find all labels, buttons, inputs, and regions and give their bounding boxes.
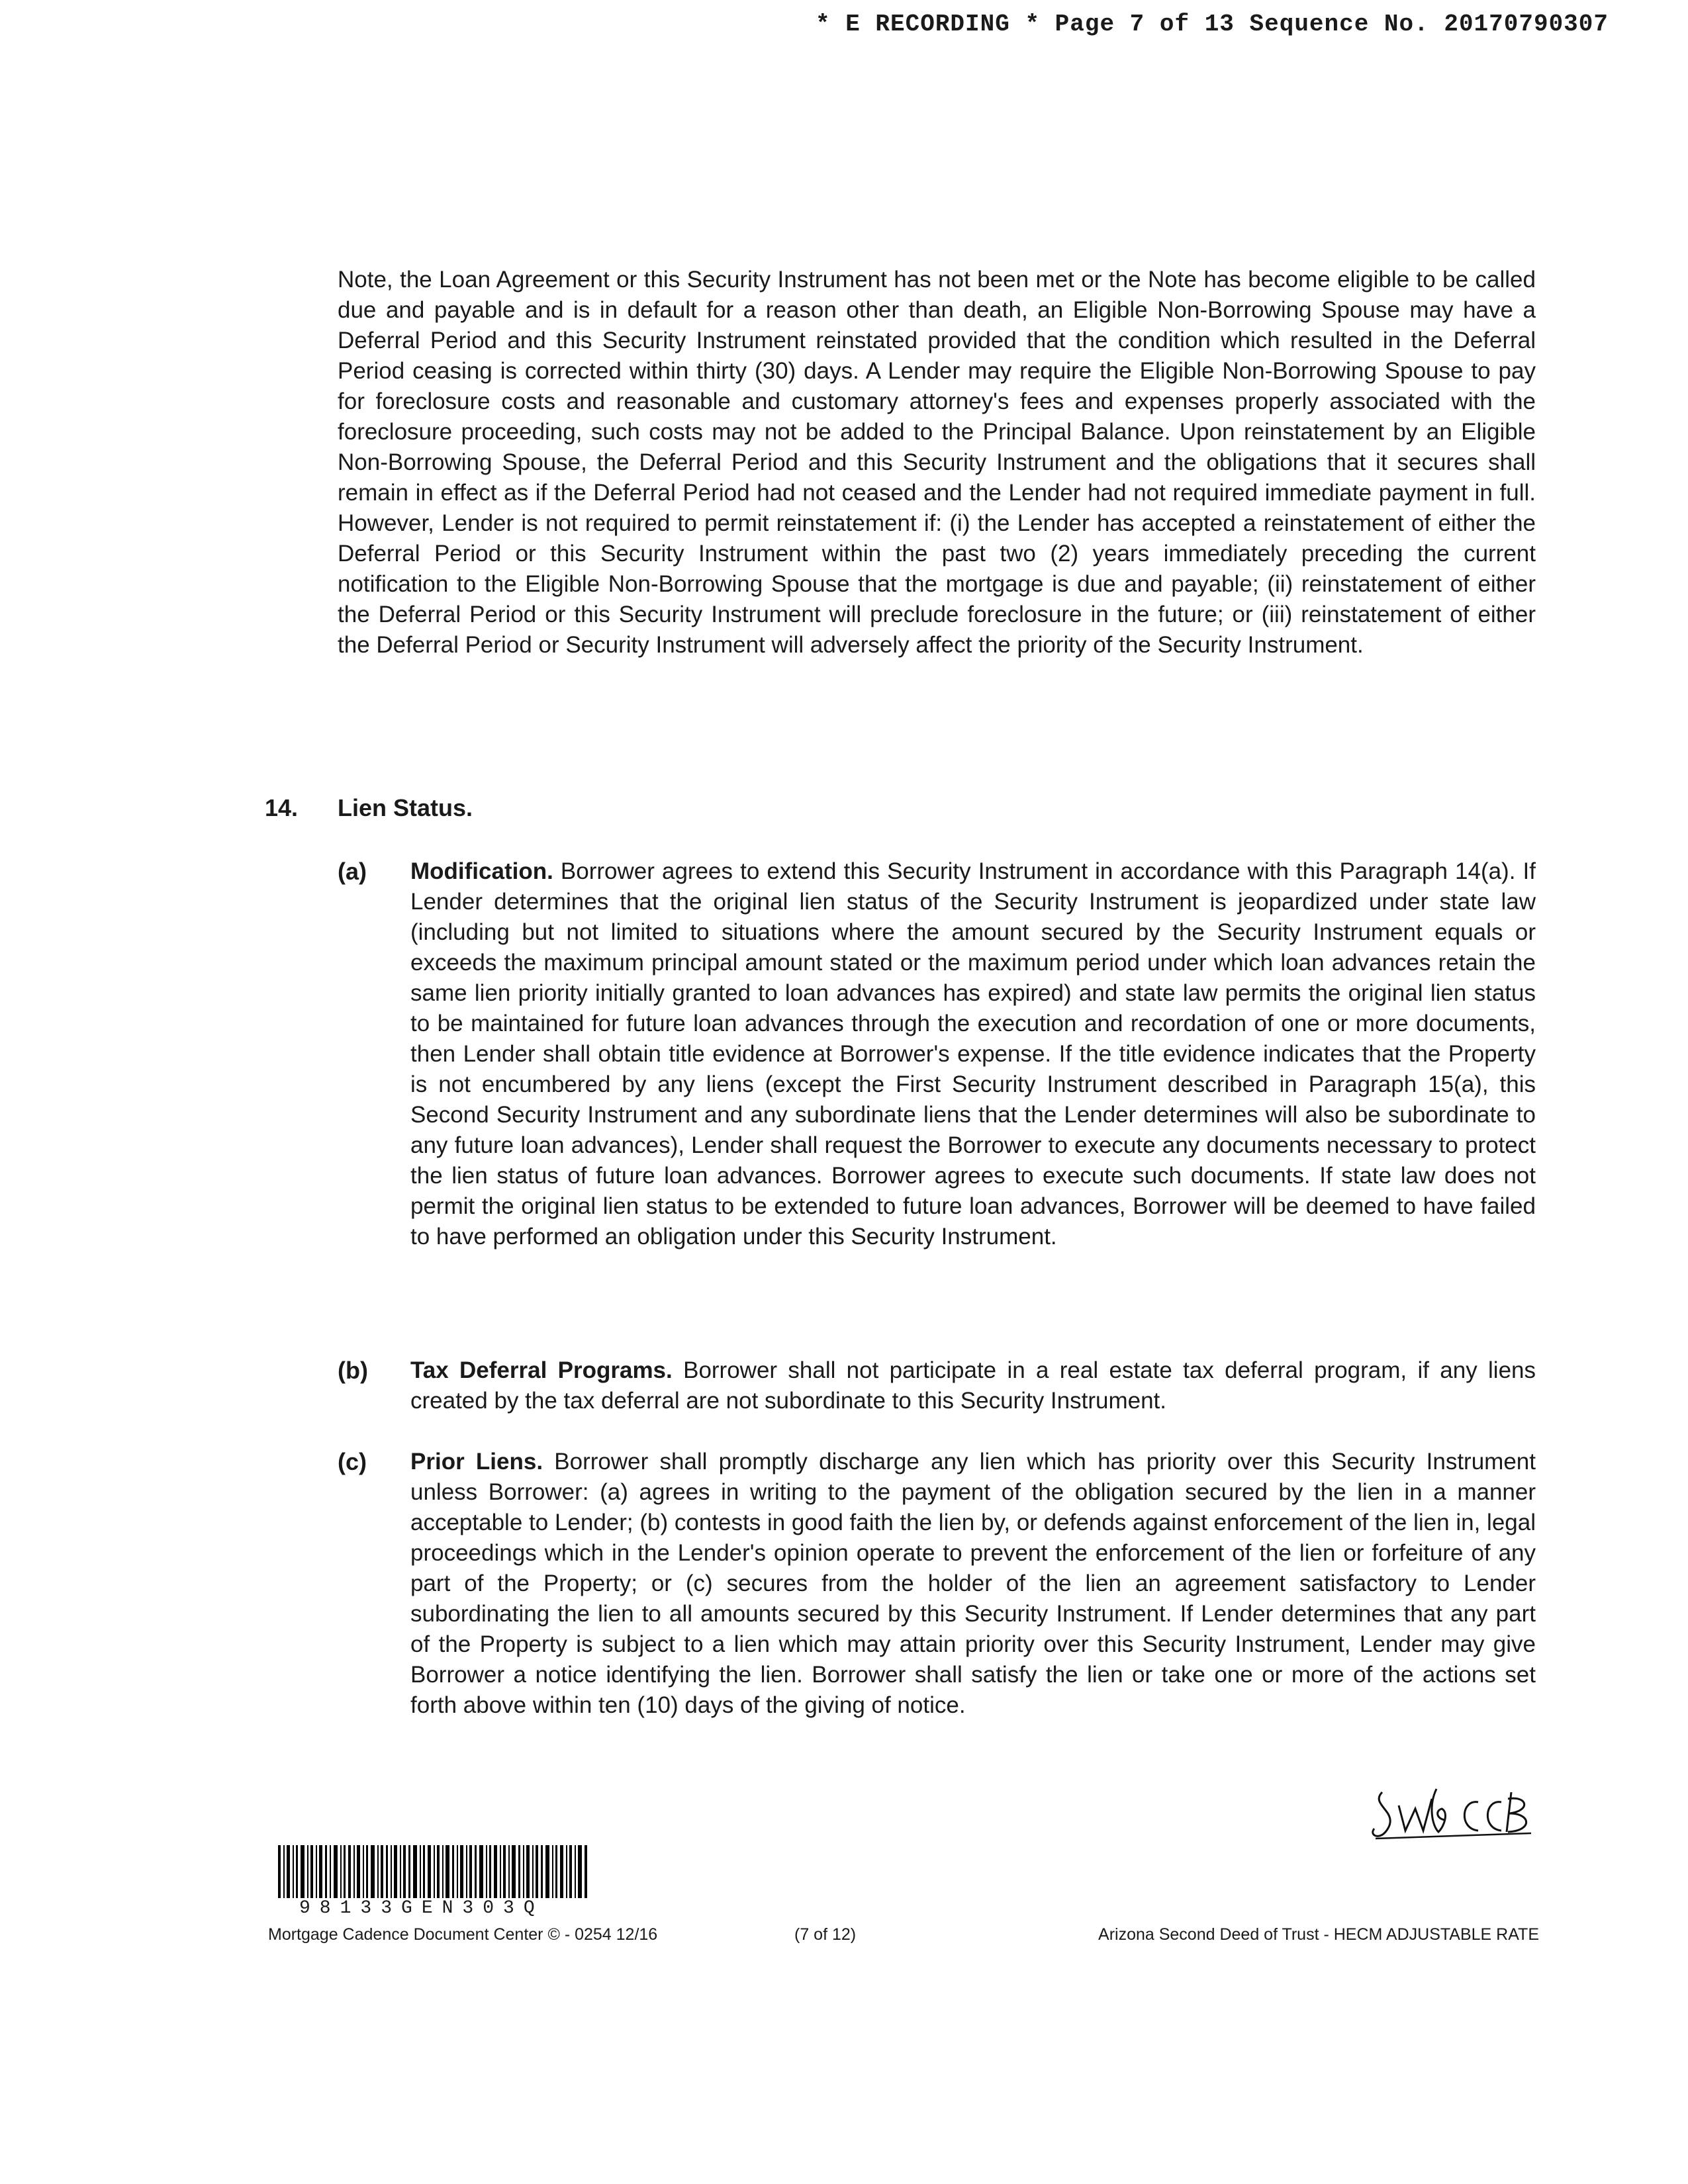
subparagraph-text: Borrower agrees to extend this Security Instrument in accordance with this Paragraph 14(a). If Lender determines that the original lien status of the Security Instrument is jeopardized under state law (including but not limited to situations where the amount secured by the Security Instrument equals or exceeds the maximum principal amount stated or the maximum period under which loan advances retain the same lien priority initially granted to loan advances has expired) and state law permits the original lien status to be maintained for future loan advances through the execution and recordation of one or more documents, then Lender shall obtain title evidence at Borrower's expense. If the title evidence indicates that the Property is not encumbered by any liens (except the First Security Instrument described in Paragraph 15(a), this Second Security Instrument and any subordinate liens that the Lender determines will also be subordinate to any future loan advances), Lender shall request the Borrower to execute any documents necessary to protect the lien status of future loan advances. Borrower agrees to execute such documents. If state law does not permit the original lien status to be extended to future loan advances, Borrower will be deemed to have failed to have performed an obligation under this Security Instrument.: [410, 858, 1536, 1250]
subparagraph-heading: Prior Liens.: [410, 1449, 543, 1475]
section-number: 14.: [265, 794, 299, 821]
subparagraph-letter: (c): [338, 1448, 367, 1475]
recording-stamp: * E RECORDING * Page 7 of 13 Sequence No. 20170790307: [816, 11, 1609, 38]
footer-page-indicator: (7 of 12): [794, 1925, 857, 1944]
subparagraph-a: [338, 856, 1536, 1252]
footer-document-title: Arizona Second Deed of Trust - HECM ADJUSTABLE RATE: [1098, 1925, 1539, 1944]
subparagraph-heading: Tax Deferral Programs.: [410, 1357, 673, 1383]
subparagraph-text: Borrower shall not participate in a real estate tax deferral program, if any liens created by the tax deferral are not subordinate to this Security Instrument.: [410, 1357, 1536, 1414]
document-barcode: [278, 1845, 589, 1898]
subparagraph-text: Borrower shall promptly discharge any lien which has priority over this Security Instrument unless Borrower: (a) agrees in writing to the payment of the obligation secured by the lien in a manner acceptable to Lender; (b) contests in good faith the lien by, or defends against enforcement of the lien in, legal proceedings which in the Lender's opinion operate to prevent the enforcement of the lien or forfeiture of any part of the Property; or (c) secures from the holder of the lien an agreement satisfactory to Lender subordinating the lien to all amounts secured by this Security Instrument. If Lender determines that any part of the Property is subject to a lien which may attain priority over this Security Instrument, Lender may give Borrower a notice identifying the lien. Borrower shall satisfy the lien or take one or more of the actions set forth above within ten (10) days of the giving of notice.: [410, 1449, 1536, 1718]
subparagraph-letter: (b): [338, 1357, 368, 1384]
subparagraph-c: [338, 1447, 1536, 1721]
subparagraph-heading: Modification.: [410, 858, 553, 884]
subparagraph-b: [338, 1355, 1536, 1416]
subparagraph-letter: (a): [338, 858, 367, 885]
barcode-text: 98133GEN303Q: [299, 1898, 544, 1919]
intro-paragraph: Note, the Loan Agreement or this Security Instrument has not been met or the Note has become eligible to be called due and payable and is in default for a reason other than death, an Eligible Non-Borrowing Spouse may have a Deferral Period and this Security Instrument reinstated provided that the condition which resulted in the Deferral Period ceasing is corrected within thirty (30) days. A Lender may require the Eligible Non-Borrowing Spouse to pay for foreclosure costs and reasonable and customary attorney's fees and expenses properly associated with the foreclosure proceeding, such costs may not be added to the Principal Balance. Upon reinstatement by an Eligible Non-Borrowing Spouse, the Deferral Period and this Security Instrument and the obligations that it secures shall remain in effect as if the Deferral Period had not ceased and the Lender had not required immediate payment in full. However, Lender is not required to permit reinstatement if: (i) the Lender has accepted a reinstatement of either the Deferral Period or this Security Instrument within the past two (2) years immediately preceding the current notification to the Eligible Non-Borrowing Spouse that the mortgage is due and payable; (ii) reinstatement of either the Deferral Period or this Security Instrument will preclude foreclosure in the future; or (iii) reinstatement of either the Deferral Period or Security Instrument will adversely affect the priority of the Security Instrument.: [338, 267, 1536, 658]
section-title: Lien Status.: [338, 794, 473, 821]
borrower-initials-signature: [1362, 1779, 1541, 1845]
footer-document-center: Mortgage Cadence Document Center © - 0254 12/16: [268, 1925, 658, 1944]
